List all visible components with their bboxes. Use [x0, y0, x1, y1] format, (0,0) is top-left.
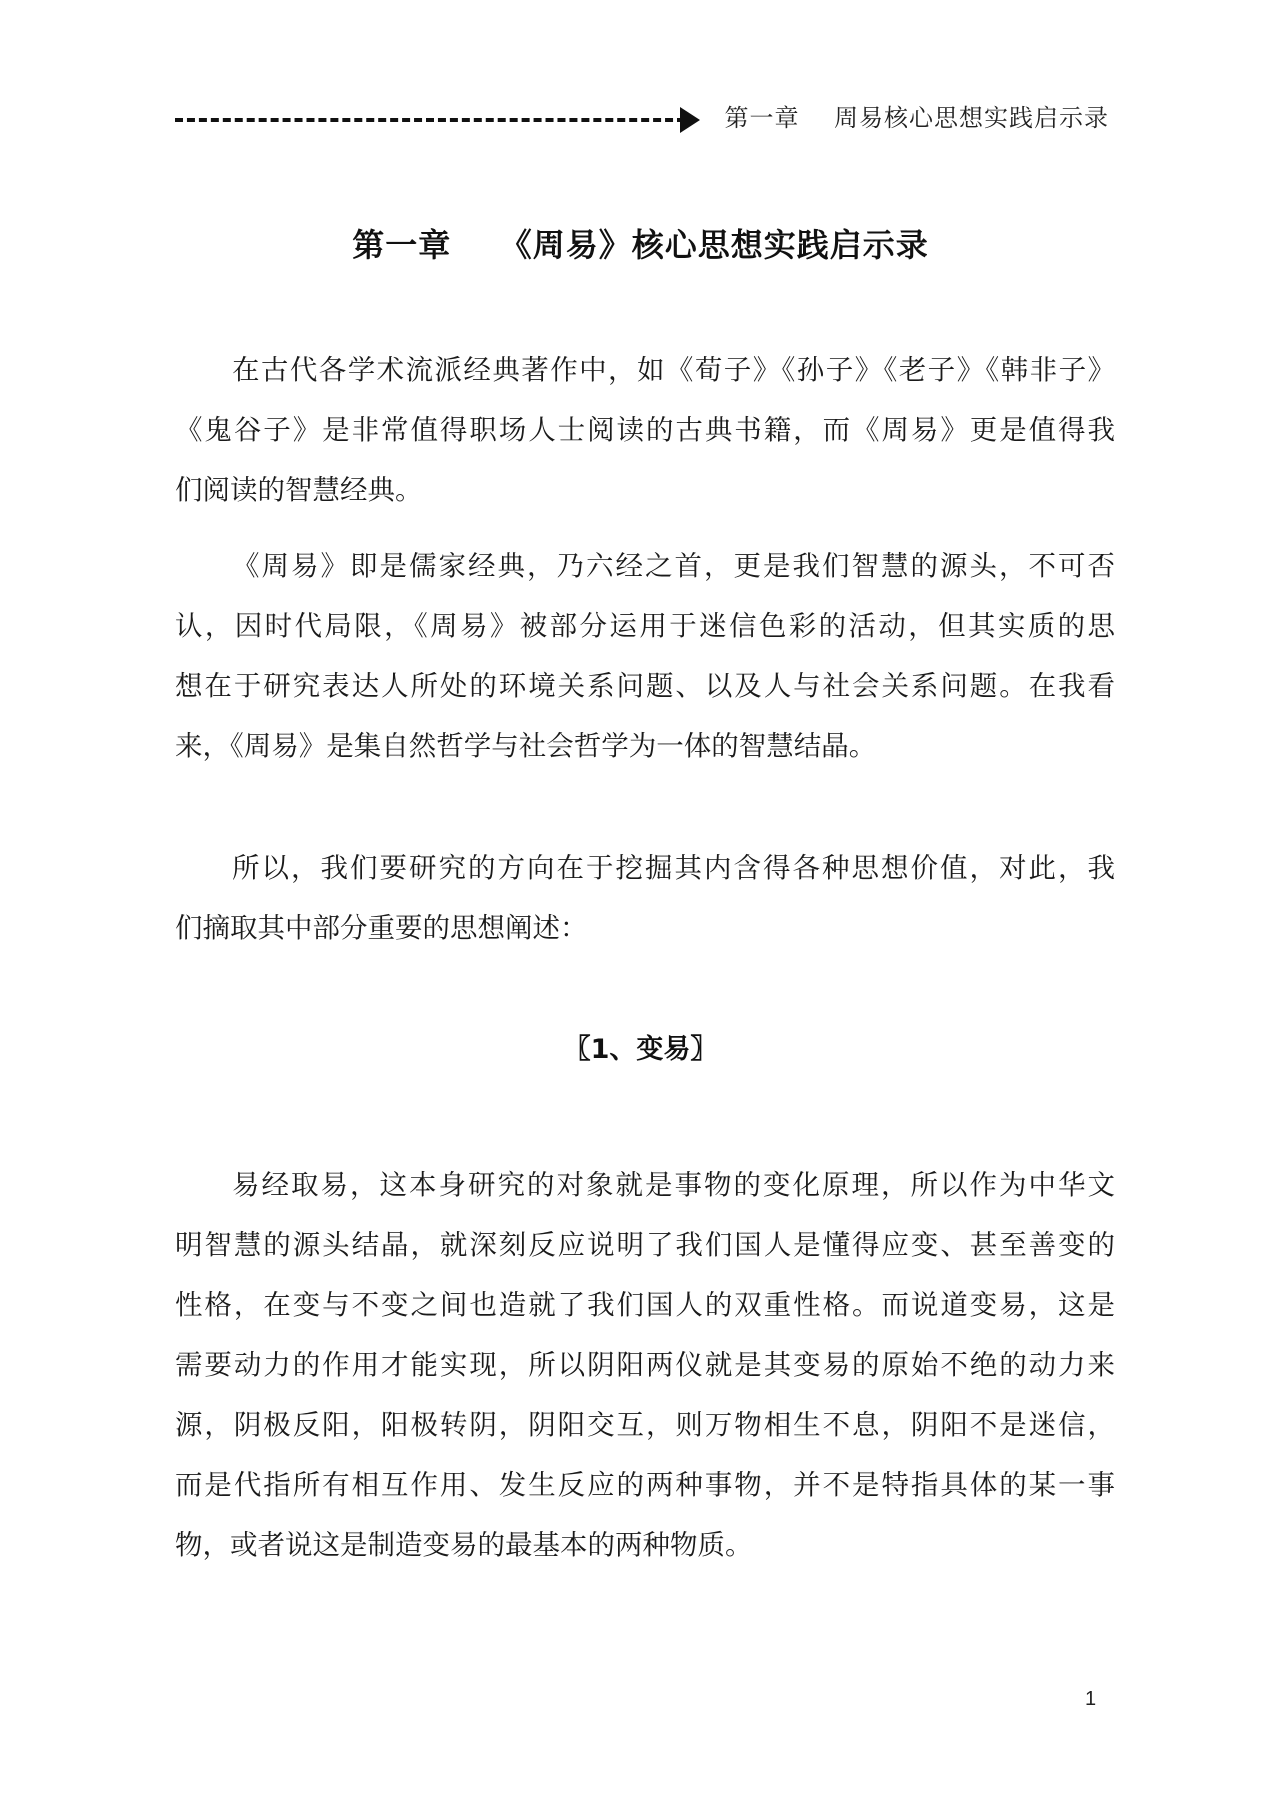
paragraph-line: 易经取易，这本身研究的对象就是事物的变化原理，所以作为中华文	[232, 1169, 1115, 1201]
paragraph-line: 物，或者说这是制造变易的最基本的两种物质。	[175, 1529, 753, 1561]
paragraph-line: 源，阴极反阳，阳极转阴，阴阳交互，则万物相生不息，阴阳不是迷信，	[175, 1409, 1115, 1441]
section-heading: 〖1、变易〗	[563, 1034, 718, 1065]
dashed-rule	[175, 118, 685, 122]
paragraph-line: 明智慧的源头结晶，就深刻反应说明了我们国人是懂得应变、甚至善变的	[175, 1229, 1115, 1261]
paragraph-line: 们摘取其中部分重要的思想阐述：	[175, 912, 588, 944]
paragraph-line: 认，因时代局限，《周易》被部分运用于迷信色彩的活动，但其实质的思	[175, 610, 1115, 642]
arrow-right-icon	[680, 107, 700, 133]
paragraph-change	[175, 1155, 1115, 1575]
paragraph-direction	[175, 838, 1115, 958]
paragraph-intro	[175, 340, 1115, 520]
paragraph-line: 们阅读的智慧经典。	[175, 474, 423, 506]
paragraph-line: 《周易》即是儒家经典，乃六经之首，更是我们智慧的源头，不可否	[232, 550, 1115, 582]
paragraph-line: 而是代指所有相互作用、发生反应的两种事物，并不是特指具体的某一事	[175, 1469, 1115, 1501]
paragraph-line: 想在于研究表达人所处的环境关系问题、以及人与社会关系问题。在我看	[175, 670, 1115, 702]
running-header	[175, 92, 1109, 148]
page-number: 1	[1085, 1688, 1097, 1710]
paragraph-zhouyi	[175, 536, 1115, 776]
paragraph-line: 来，《周易》是集自然哲学与社会哲学为一体的智慧结晶。	[175, 730, 877, 762]
paragraph-line: 《鬼谷子》是非常值得职场人士阅读的古典书籍，而《周易》更是值得我	[175, 414, 1115, 446]
paragraph-line: 所以，我们要研究的方向在于挖掘其内含得各种思想价值，对此，我	[232, 852, 1115, 884]
chapter-title: 第一章 《周易》核心思想实践启示录	[352, 226, 929, 264]
paragraph-line: 在古代各学术流派经典著作中，如《荀子》《孙子》《老子》《韩非子》	[232, 354, 1115, 386]
running-header-title: 第一章 周易核心思想实践启示录	[724, 104, 1109, 132]
paragraph-line: 需要动力的作用才能实现，所以阴阳两仪就是其变易的原始不绝的动力来	[175, 1349, 1115, 1381]
paragraph-line: 性格，在变与不变之间也造就了我们国人的双重性格。而说道变易，这是	[175, 1289, 1115, 1321]
